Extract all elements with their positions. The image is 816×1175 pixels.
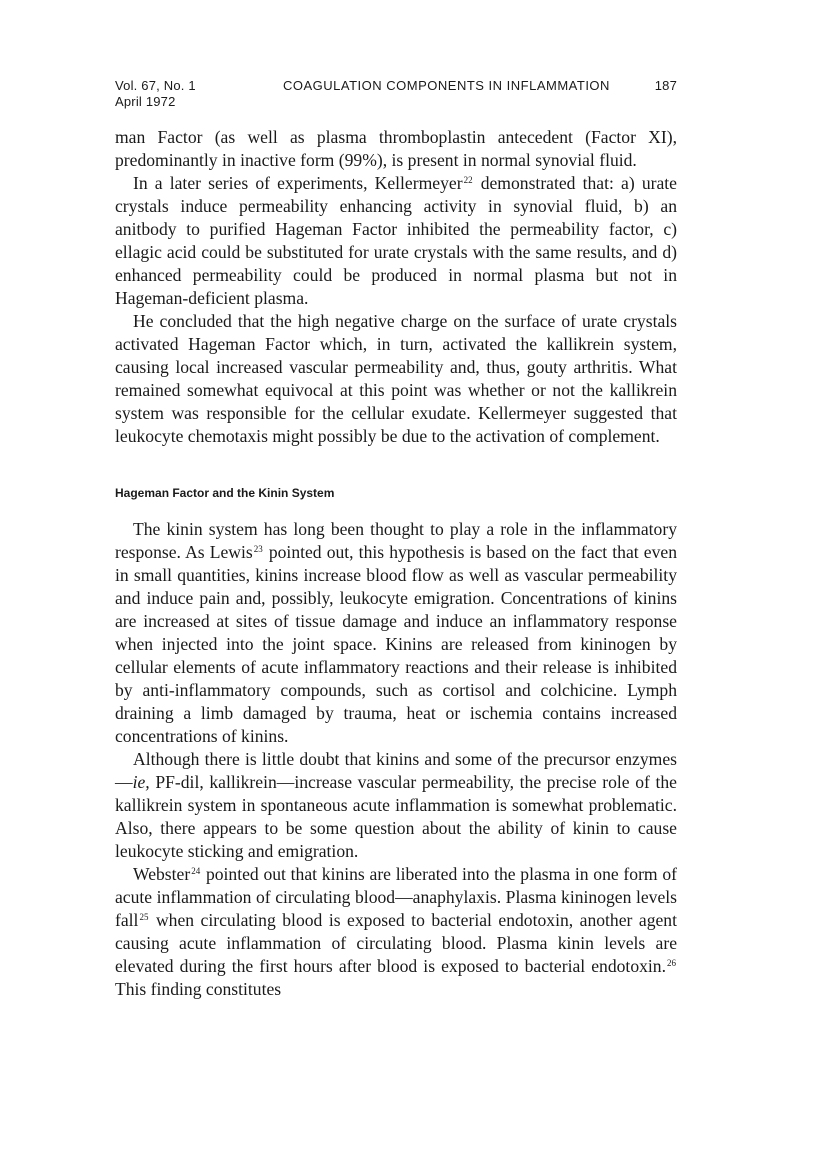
reference-superscript: 23 <box>253 544 263 554</box>
reference-superscript: 24 <box>191 866 201 876</box>
text-run: The kinin system has long been thought to play a role in the inflammatory response. As Lewis <box>115 519 677 562</box>
italic-abbreviation: ie, <box>132 772 150 792</box>
reference-superscript: 25 <box>139 912 149 922</box>
text-run: This finding constitutes <box>115 979 282 999</box>
text-run: pointed out, this hypothesis is based on the fact that even in small quantities, kinins increase blood flow as well as vascular permeability and induce pain and, possibly, leukocyte emigration. Concentrations of kinins are increased at sites of tissue damage and induce an inflammatory response when injected into the joint space. Kinins are released from kininogen by cellular elements of acute inflammatory reactions and their release is inhibited by anti-inflammatory compounds, such as cortisol and colchicine. Lymph draining a limb damaged by trauma, heat or ischemia contains increased concentrations of kinins. <box>115 542 677 746</box>
section-heading: Hageman Factor and the Kinin System <box>115 486 335 500</box>
text-run: PF-dil, kallikrein—increase vascular permeability, the precise role of the kallikrein system in spontaneous acute inflammation is somewhat problematic. Also, there appears to be some question about the ability of kinin to cause leukocyte sticking and emigration. <box>115 772 677 861</box>
text-run: In a later series of experiments, Kellermeyer <box>133 173 463 193</box>
paragraph-continued: man Factor (as well as plasma thromboplastin antecedent (Factor XI), predominantly in inactive form (99%), is present in normal synovial fluid. <box>115 127 677 170</box>
text-run: Although there is little doubt that kinins and some of the precursor enzymes— <box>115 749 677 792</box>
issue-info <box>115 78 196 110</box>
issue-date: April 1972 <box>115 94 176 109</box>
text-run: Webster <box>133 864 191 884</box>
paragraph-kellermeyer-experiments <box>115 172 677 310</box>
volume-number: Vol. 67, No. 1 <box>115 78 196 93</box>
running-title: COAGULATION COMPONENTS IN INFLAMMATION <box>283 78 610 93</box>
journal-page <box>115 78 677 1001</box>
running-header <box>115 78 677 112</box>
text-run: demonstrated that: a) urate crystals induce permeability enhancing activity in synovial fluid, b) an anitbody to purified Hageman Factor inhibited the permeability factor, c) ellagic acid could be substituted for urate crystals with the same results, and d) enhanced permeability could be produced in normal plasma but not in Hageman-deficient plasma. <box>115 173 677 308</box>
paragraph-precursor-enzymes <box>115 748 677 863</box>
text-run: when circulating blood is exposed to bacterial endotoxin, another agent causing acute inflammation of circulating blood. Plasma kinin levels are elevated during the first hours after blood is exposed to bacterial endotoxin. <box>115 910 677 976</box>
article-body <box>115 126 677 1001</box>
reference-superscript: 22 <box>463 175 473 185</box>
reference-superscript: 26 <box>667 958 676 968</box>
paragraph-webster <box>115 863 677 1001</box>
text-run: pointed out that kinins are liberated into the plasma in one form of acute inflammation of circulating blood—anaphylaxis. Plasma kininogen levels fall <box>115 864 677 930</box>
paragraph-conclusion: He concluded that the high negative charge on the surface of urate crystals activated Hageman Factor which, in turn, activated the kallikrein system, causing local increased vascular permeability and, thus, gouty arthritis. What remained somewhat equivocal at this point was whether or not the kallikrein system was responsible for the cellular exudate. Kellermeyer suggested that leukocyte chemotaxis might possibly be due to the activation of complement. <box>115 311 677 446</box>
page-number: 187 <box>654 78 677 93</box>
paragraph-kinin-system <box>115 518 677 748</box>
